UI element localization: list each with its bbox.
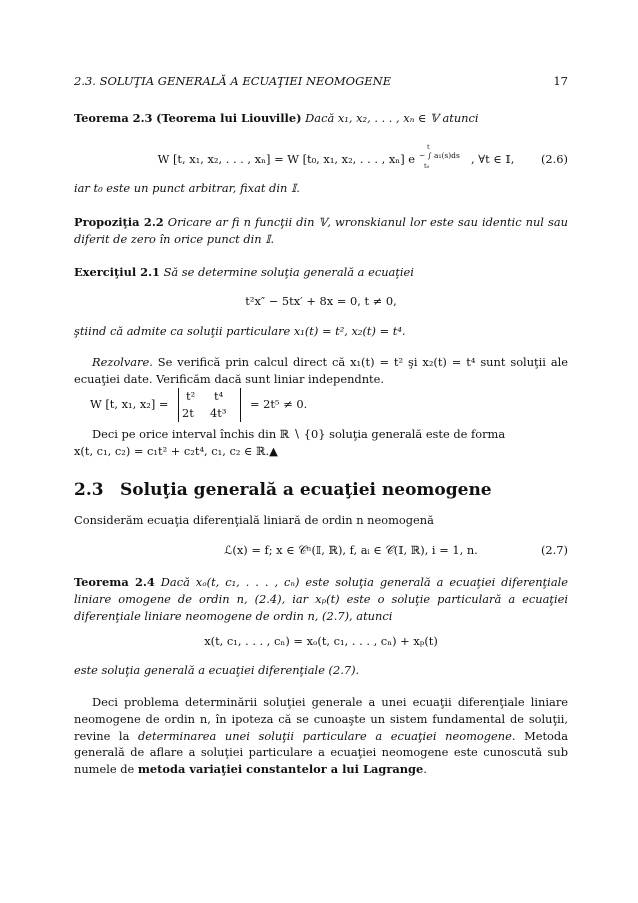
matrix-right-bar [240,388,241,422]
exercise-2-1 [74,264,568,281]
proposition-2-2-text: Oricare ar fi n funcţii din 𝕍, wronskianul lor este sau identic nul sau diferit de zero în orice punct din 𝕀. [74,215,568,246]
theorem-2-3-text: Dacă x₁, x₂, . . . , xₙ ∈ 𝕍 atunci [305,111,479,125]
theorem-2-3-statement [74,110,568,127]
exercise-2-1-equation: t²x″ − 5tx′ + 8x = 0, t ≠ 0, [245,294,397,308]
matrix-cell-2-1: 2t [182,406,194,420]
matrix-cell-1-2: t⁴ [214,389,224,403]
solution-paragraph [74,354,568,388]
exercise-2-1-after: ştiind că admite ca soluţii particulare x₁(t) = t², x₂(t) = t⁴. [74,324,406,338]
exercise-2-1-label: Exerciţiul 2.1 [74,265,160,279]
proposition-2-2 [74,214,568,248]
section-number: 2.3 [74,480,104,500]
section-title: Soluţia generală a ecuaţiei neomogene [120,480,492,500]
matrix-left-bar [178,388,179,422]
page-number: 17 [553,74,568,88]
equation-2-6-upper-limit: t [427,143,430,151]
solution-conclusion-1: Deci pe orice interval închis din ℝ ∖ {0} soluţia generală este de forma [92,427,506,441]
theorem-2-4 [74,574,568,624]
closing-part-2: . Metoda generală de aflare a soluţiei particulare a ecuaţiei neomogene este cunoscută sub numele de [74,728,568,777]
equation-2-6-main: W [t, x₁, x₂, . . . , xₙ] = W [t₀, x₁, x₂, . . . , xₙ] e [157,152,416,166]
equation-2-6 [74,143,568,170]
header-section-title: 2.3. SOLUŢIA GENERALĂ A ECUAŢIEI NEOMOGENE [74,74,392,88]
wronskian-rhs: = 2t⁵ ≠ 0. [250,397,308,411]
theorem-2-3-name: (Teorema lui Liouville) [156,111,302,125]
solution-label: Rezolvare. [92,355,153,369]
equation-2-6-lower-limit: t₀ [424,162,430,170]
solution-text: Se verifică prin calcul direct că x₁(t) = t² şi x₂(t) = t⁴ sunt soluţii ale ecuaţiei date. Verificăm dacă sunt liniar independnte. [74,355,568,386]
closing-part-1: Deci problema determinării soluţiei generale a unei ecuaţii diferenţiale liniare neomogene de ordin n, în ipoteza că se cunoaşte un sistem fundamental de soluţii, revine la [74,695,568,743]
equation-2-7 [74,541,568,559]
closing-bold: metoda variaţiei constantelor a lui Lagrange [137,762,424,777]
equation-2-7-body: ℒ(x) = f; x ∈ 𝒞ⁿ(𝕀, ℝ), f, aᵢ ∈ 𝒞(𝕀, ℝ), i = 1, n. [224,543,478,557]
section-heading [74,480,492,500]
equation-2-6-number: (2.6) [540,152,568,166]
theorem-2-4-label: Teorema 2.4 [74,575,155,589]
closing-part-3: . [423,762,427,777]
closing-paragraph [74,694,568,778]
equation-2-6-body [128,143,515,170]
proposition-2-2-label: Propoziţia 2.2 [74,215,164,229]
equation-2-6-exponent: − ∫ a₁(s)ds [419,151,460,160]
theorem-2-3-footnote: iar t₀ este un punct arbitrar, fixat din 𝕀. [74,181,300,195]
matrix-cell-2-2: 4t³ [210,406,227,420]
theorem-2-4-text: Dacă xₒ(t, c₁, . . . , cₙ) este soluţia generală a ecuaţiei diferenţiale liniare omogene de ordin n, (2.4), iar xₚ(t) este o soluţie particulară a ecuaţiei diferenţiale liniare neomogene de ordin n, (2.7), atunci [74,575,568,623]
equation-2-7-number: (2.7) [540,543,568,557]
wronskian-line [74,388,568,424]
solution-conclusion-2: x(t, c₁, c₂) = c₁t² + c₂t⁴, c₁, c₂ ∈ ℝ.▲ [74,444,278,458]
intro-text: Considerăm ecuaţia diferenţială liniară de ordin n neomogenă [74,513,434,527]
wronskian-lhs: W [t, x₁, x₂] = [90,397,169,411]
theorem-2-4-equation: x(t, c₁, . . . , cₙ) = xₒ(t, c₁, . . . , cₙ) + xₚ(t) [204,634,438,648]
matrix-cell-1-1: t² [186,389,196,403]
exercise-2-1-text: Să se determine soluţia generală a ecuaţiei [163,265,414,279]
theorem-2-4-after: este soluţia generală a ecuaţiei diferenţiale (2.7). [74,663,360,677]
equation-2-6-tail: , ∀t ∈ 𝕀, [471,152,515,166]
running-header [74,74,568,88]
closing-italic: determinarea unei soluţii particulare a ecuaţiei neomogene [137,728,512,743]
theorem-2-3-label: Teorema 2.3 [74,111,153,125]
